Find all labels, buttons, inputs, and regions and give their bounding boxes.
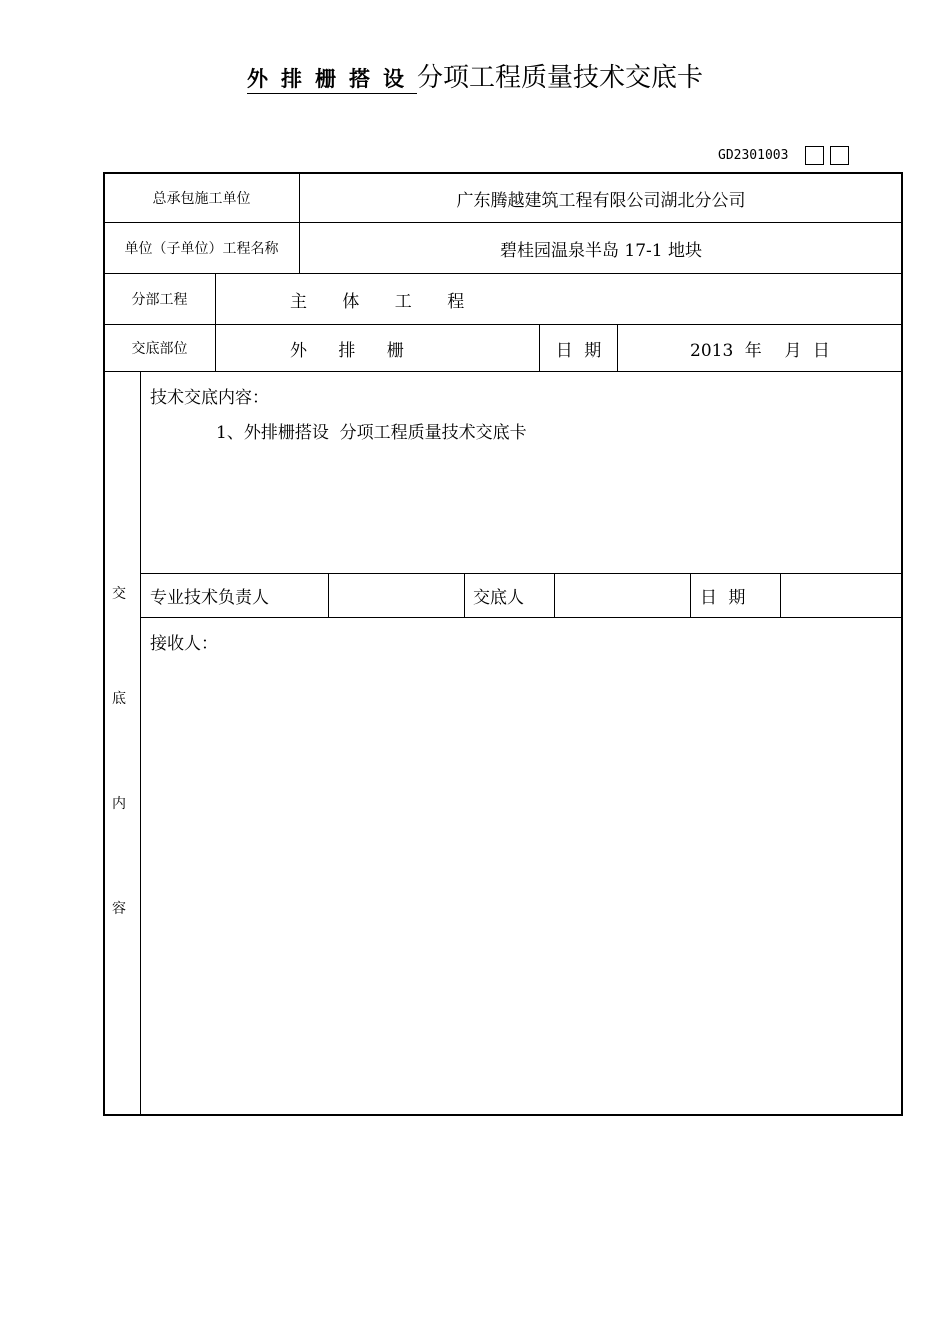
date-label: 日 期 (555, 340, 602, 361)
location-label: 交底部位 (131, 341, 188, 357)
title-underlined: 外排栅搭设 (247, 66, 417, 94)
row-divider (104, 371, 902, 372)
project-value[interactable]: 碧桂园温泉半岛 17-1 地块 (500, 240, 702, 261)
doc-code: GD2301003 (718, 148, 789, 163)
discloser-label: 交底人 (473, 588, 524, 608)
title-rest: 分项工程质量技术交底卡 (416, 63, 703, 93)
tech-lead-field[interactable] (329, 574, 464, 617)
discloser-field[interactable] (555, 574, 690, 617)
division-label: 分部工程 (131, 292, 188, 308)
col-divider (215, 273, 216, 371)
col-divider (464, 573, 465, 617)
contractor-label: 总承包施工单位 (152, 191, 251, 207)
tech-lead-label: 专业技术负责人 (150, 588, 269, 608)
side-label-char: 底 (112, 691, 126, 707)
division-value[interactable]: 主 体 工 程 (290, 291, 465, 312)
row-divider (141, 617, 902, 618)
project-label: 单位（子单位）工程名称 (124, 241, 279, 257)
code-box-2[interactable] (830, 146, 849, 165)
page-title (0, 58, 950, 99)
col-divider (690, 573, 691, 617)
side-label-char: 容 (112, 901, 126, 917)
sign-date-field[interactable] (781, 574, 902, 617)
date-value[interactable]: 2013 年 月 日 (690, 340, 830, 361)
sign-date-label: 日 期 (700, 588, 746, 608)
content-heading: 技术交底内容： (150, 388, 269, 408)
contractor-value[interactable]: 广东腾越建筑工程有限公司湖北分公司 (456, 190, 746, 211)
receiver-area[interactable] (141, 660, 902, 1114)
side-label-char: 内 (112, 796, 126, 812)
location-value[interactable]: 外 排 栅 (290, 340, 404, 361)
content-item-1[interactable]: 1、外排栅搭设 分项工程质量技术交底卡 (216, 423, 527, 443)
side-label-char: 交 (112, 586, 126, 602)
receiver-label: 接收人： (150, 634, 218, 654)
code-box-1[interactable] (805, 146, 824, 165)
